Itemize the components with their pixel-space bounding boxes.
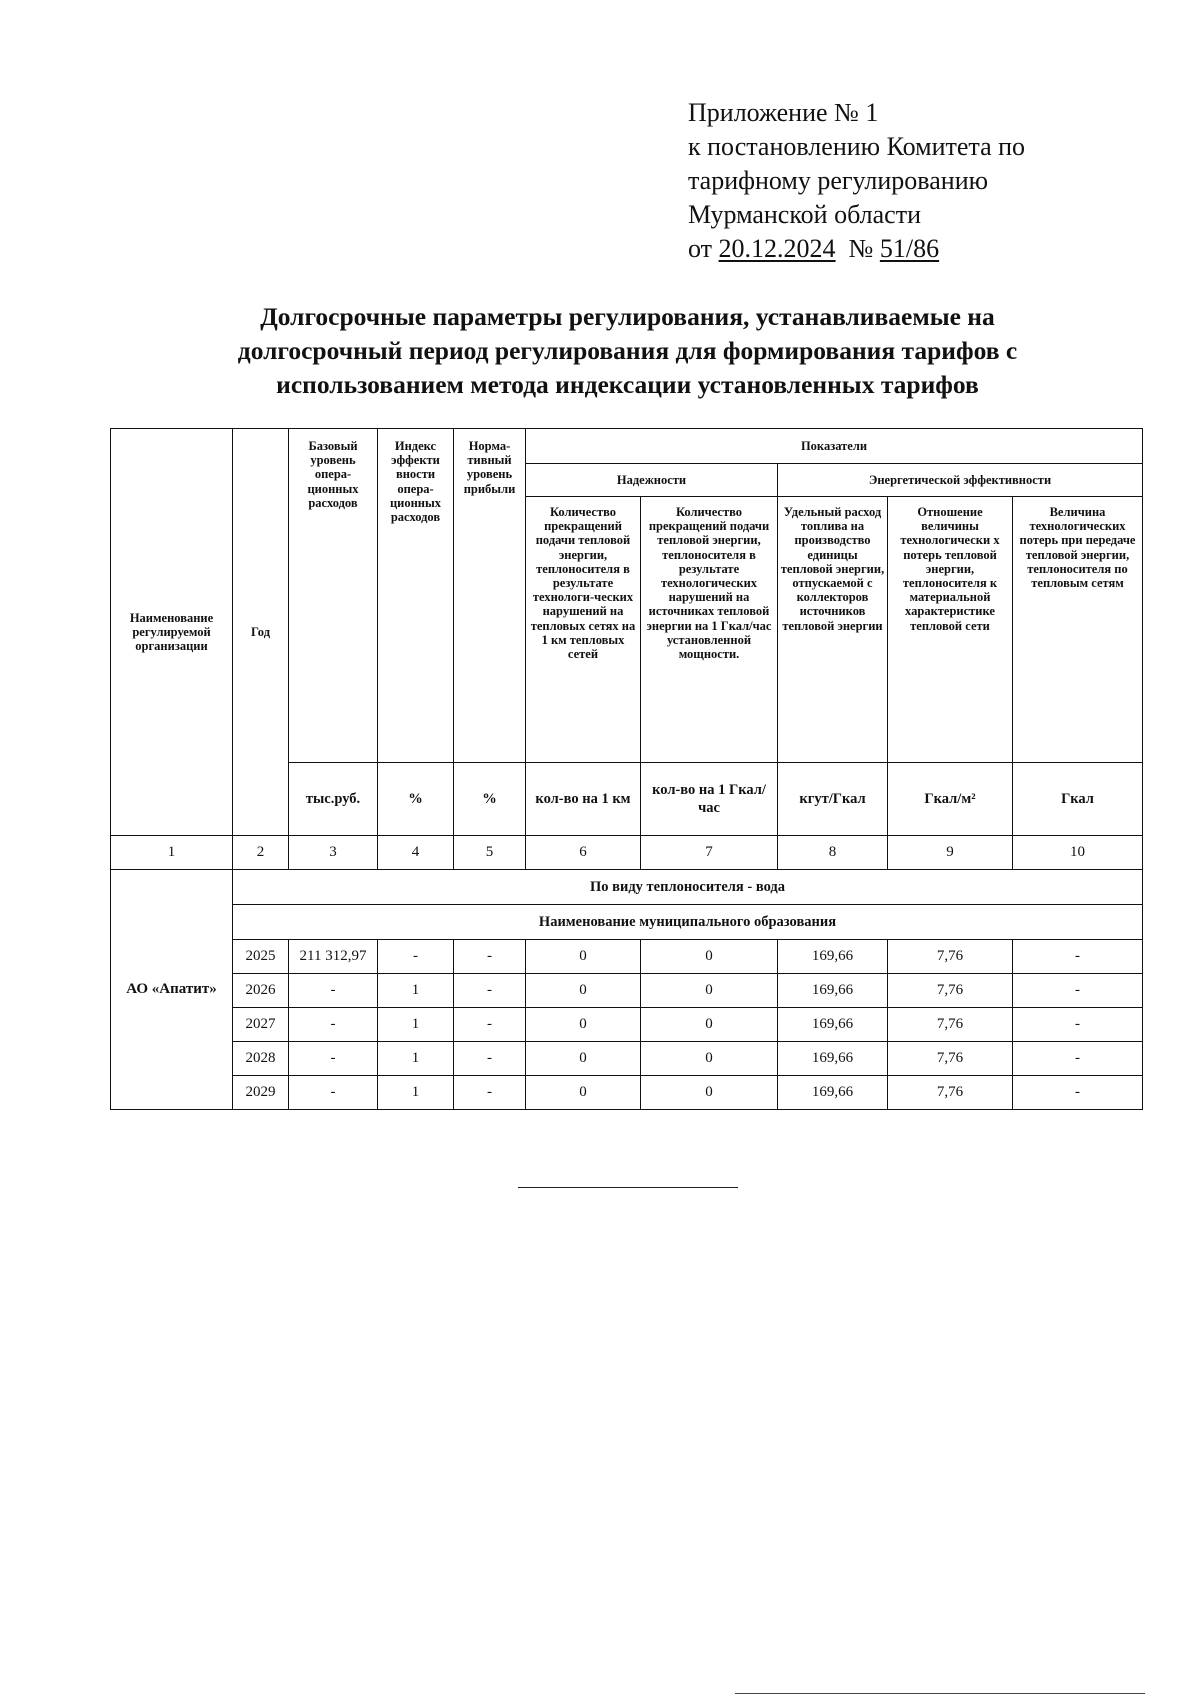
unit-col4: % (378, 763, 454, 836)
base-level-cell: - (289, 1008, 378, 1042)
unit-col5: % (454, 763, 526, 836)
resolution-number: 51/86 (879, 234, 940, 263)
header-indicators: Показатели (526, 429, 1143, 464)
document-title (140, 300, 1115, 402)
header-energy-efficiency: Энергетической эффективности (778, 464, 1143, 497)
header-col7: Количество прекращений подачи тепловой энергии, теплоносителя в результате технологических нарушений на источниках тепловой энергии на 1 Гкал/час установленной мощности. (641, 497, 778, 763)
unit-col10: Гкал (1013, 763, 1143, 836)
fuel-rate-cell: 169,66 (778, 1008, 888, 1042)
year-cell: 2026 (233, 974, 289, 1008)
header-base-level: Базовый уровень опера-ционных расходов (289, 429, 378, 763)
loss-ratio-cell: 7,76 (888, 940, 1013, 974)
table-row (111, 974, 1143, 1008)
transmission-losses-cell: - (1013, 940, 1143, 974)
unit-col9: Гкал/м² (888, 763, 1013, 836)
header-profit-level: Норма-тивный уровень прибыли (454, 429, 526, 763)
unit-col7: кол-во на 1 Гкал/час (641, 763, 778, 836)
unit-col3: тыс.руб. (289, 763, 378, 836)
column-number: 8 (778, 836, 888, 870)
organization-name: АО «Апатит» (111, 870, 233, 1110)
header-reliability: Надежности (526, 464, 778, 497)
profit-level-cell: - (454, 974, 526, 1008)
loss-ratio-cell: 7,76 (888, 1076, 1013, 1110)
efficiency-index-cell: 1 (378, 1042, 454, 1076)
fuel-rate-cell: 169,66 (778, 1042, 888, 1076)
loss-ratio-cell: 7,76 (888, 974, 1013, 1008)
base-level-cell: - (289, 1042, 378, 1076)
appendix-block (688, 96, 1025, 266)
fuel-rate-cell: 169,66 (778, 1076, 888, 1110)
profit-level-cell: - (454, 1076, 526, 1110)
profit-level-cell: - (454, 940, 526, 974)
network-outages-cell: 0 (526, 1008, 641, 1042)
page-edge-rule (735, 1693, 1145, 1694)
year-cell: 2025 (233, 940, 289, 974)
header-col6: Количество прекращений подачи тепловой энергии, теплоносителя в результате технологи-ческих нарушений на тепловых сетях на 1 км тепловых сетей (526, 497, 641, 763)
source-outages-cell: 0 (641, 974, 778, 1008)
column-number: 6 (526, 836, 641, 870)
profit-level-cell: - (454, 1008, 526, 1042)
network-outages-cell: 0 (526, 974, 641, 1008)
column-number: 1 (111, 836, 233, 870)
network-outages-cell: 0 (526, 940, 641, 974)
carrier-band: По виду теплоносителя - вода (233, 870, 1143, 905)
transmission-losses-cell: - (1013, 1076, 1143, 1110)
number-sign: № (848, 234, 874, 263)
fuel-rate-cell: 169,66 (778, 940, 888, 974)
year-cell: 2027 (233, 1008, 289, 1042)
transmission-losses-cell: - (1013, 974, 1143, 1008)
table-row (111, 1042, 1143, 1076)
column-number: 9 (888, 836, 1013, 870)
header-efficiency-index: Индекс эффекти вности опера-ционных расходов (378, 429, 454, 763)
profit-level-cell: - (454, 1042, 526, 1076)
header-year: Год (233, 429, 289, 836)
efficiency-index-cell: 1 (378, 1008, 454, 1042)
title-line-2: долгосрочный период регулирования для формирования тарифов с (237, 336, 1018, 365)
appendix-line-2: к постановлению Комитета по (688, 132, 1026, 161)
table-row (111, 940, 1143, 974)
transmission-losses-cell: - (1013, 1008, 1143, 1042)
header-col10: Величина технологических потерь при передаче тепловой энергии, теплоносителя по тепловым сетям (1013, 497, 1143, 763)
column-number: 5 (454, 836, 526, 870)
source-outages-cell: 0 (641, 1008, 778, 1042)
appendix-line-4: Мурманской области (688, 200, 921, 229)
base-level-cell: 211 312,97 (289, 940, 378, 974)
network-outages-cell: 0 (526, 1076, 641, 1110)
date-prefix: от (688, 234, 713, 263)
loss-ratio-cell: 7,76 (888, 1042, 1013, 1076)
municipality-band: Наименование муниципального образования (233, 905, 1143, 940)
table-row (111, 1008, 1143, 1042)
unit-col6: кол-во на 1 км (526, 763, 641, 836)
source-outages-cell: 0 (641, 1076, 778, 1110)
transmission-losses-cell: - (1013, 1042, 1143, 1076)
loss-ratio-cell: 7,76 (888, 1008, 1013, 1042)
year-cell: 2029 (233, 1076, 289, 1110)
parameters-table (110, 428, 1143, 1110)
efficiency-index-cell: - (378, 940, 454, 974)
column-number: 10 (1013, 836, 1143, 870)
base-level-cell: - (289, 974, 378, 1008)
efficiency-index-cell: 1 (378, 974, 454, 1008)
header-col8: Удельный расход топлива на производство единицы тепловой энергии, отпускаемой с коллекторов источников тепловой энергии (778, 497, 888, 763)
year-cell: 2028 (233, 1042, 289, 1076)
fuel-rate-cell: 169,66 (778, 974, 888, 1008)
appendix-date-line (688, 232, 1025, 266)
network-outages-cell: 0 (526, 1042, 641, 1076)
efficiency-index-cell: 1 (378, 1076, 454, 1110)
title-line-3: использованием метода индексации установленных тарифов (276, 370, 979, 399)
closing-rule (518, 1187, 738, 1188)
appendix-line-1: Приложение № 1 (688, 98, 879, 127)
title-line-1: Долгосрочные параметры регулирования, устанавливаемые на (260, 302, 995, 331)
column-number: 4 (378, 836, 454, 870)
column-number: 2 (233, 836, 289, 870)
source-outages-cell: 0 (641, 1042, 778, 1076)
resolution-date: 20.12.2024 (718, 234, 836, 263)
header-org-name: Наименование регулируемой организации (111, 429, 233, 836)
table-row (111, 1076, 1143, 1110)
header-col9: Отношение величины технологически х потерь тепловой энергии, теплоносителя к материальной характеристике тепловой сети (888, 497, 1013, 763)
source-outages-cell: 0 (641, 940, 778, 974)
base-level-cell: - (289, 1076, 378, 1110)
appendix-line-3: тарифному регулированию (688, 166, 989, 195)
column-number: 7 (641, 836, 778, 870)
unit-col8: кгут/Гкал (778, 763, 888, 836)
column-number: 3 (289, 836, 378, 870)
